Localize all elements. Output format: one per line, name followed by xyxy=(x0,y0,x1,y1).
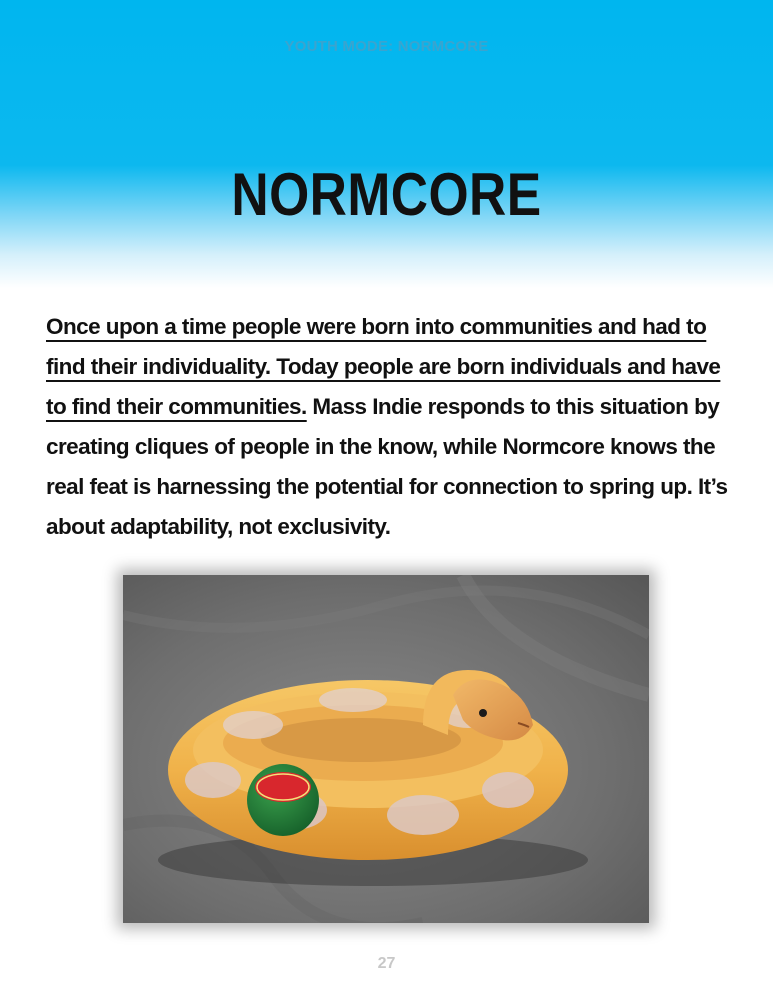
snake-photo xyxy=(123,575,649,923)
page-title: NORMCORE xyxy=(231,161,542,228)
snake-photo-illustration xyxy=(123,575,649,923)
del-monte-sticker xyxy=(247,764,319,836)
running-head: YOUTH MODE: NORMCORE xyxy=(284,38,489,55)
page-number: 27 xyxy=(377,955,396,972)
body-paragraph-rest: Mass Indie responds to this situation by creating cliques of people in the know, while Normcore knows the real feat is harnessing the potential for connection to spring up. It’s about adaptability, not exclusivity. xyxy=(46,394,728,539)
body-paragraph xyxy=(46,307,746,547)
underlined-quote: Once upon a time people were born into communities and had to find their individuality. Today people are born individuals and have to find their communities. xyxy=(46,314,721,419)
